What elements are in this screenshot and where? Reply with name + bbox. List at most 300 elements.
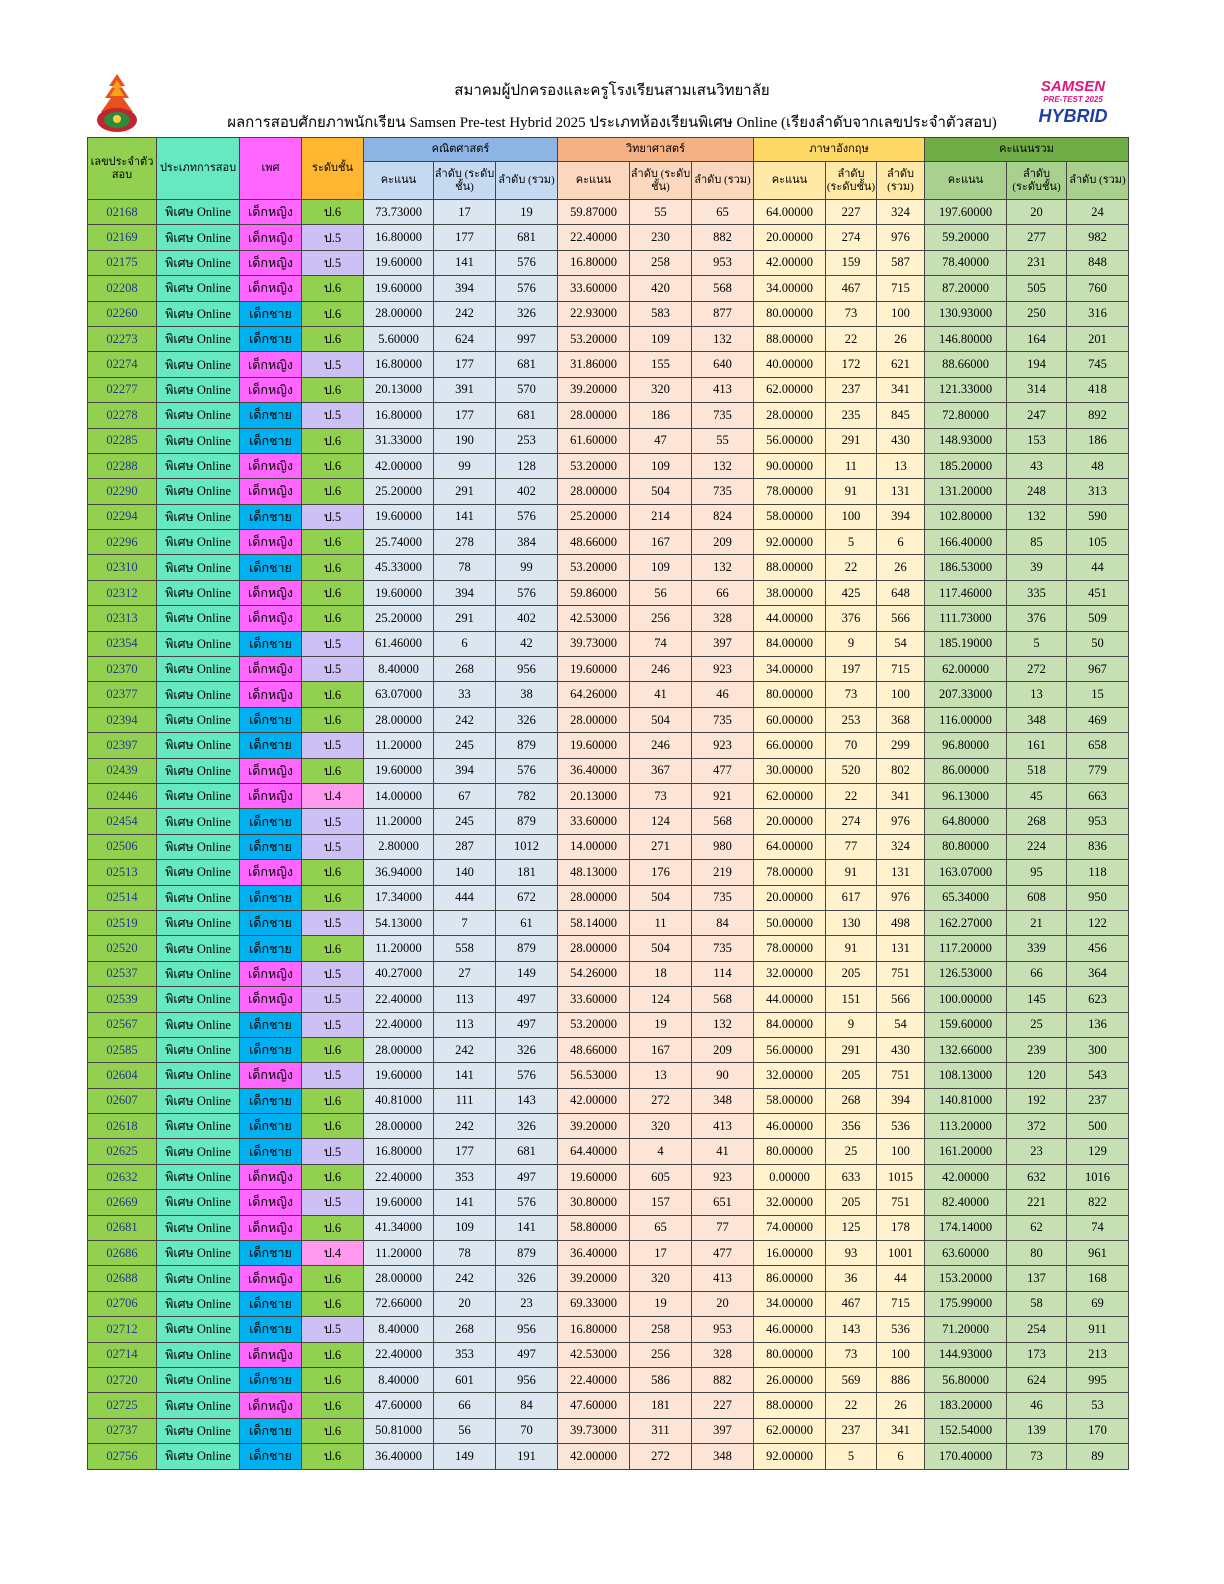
cell-total-score: 159.60000 [925, 1012, 1007, 1037]
table-row [88, 1190, 1129, 1215]
results-body [88, 200, 1129, 1470]
cell-math-rank-all: 326 [496, 301, 558, 326]
header-science: วิทยาศาสตร์ [558, 138, 754, 162]
cell-sci-score: 61.60000 [558, 428, 630, 453]
table-row [88, 428, 1129, 453]
table-row [88, 326, 1129, 351]
cell-eng-score: 56.00000 [754, 428, 826, 453]
cell-math-rank-level: 78 [434, 1241, 496, 1266]
cell-math-score: 20.13000 [364, 377, 434, 402]
cell-eng-rank-level: 237 [826, 1418, 877, 1443]
table-row [88, 987, 1129, 1012]
cell-math-score: 16.80000 [364, 352, 434, 377]
cell-total-score: 80.80000 [925, 834, 1007, 859]
cell-sci-rank-level: 367 [630, 758, 692, 783]
cell-sex: เด็กชาย [240, 631, 302, 656]
cell-math-rank-level: 242 [434, 1266, 496, 1291]
cell-level: ป.5 [302, 631, 364, 656]
cell-eng-rank-all: 648 [877, 580, 925, 605]
cell-eng-rank-all: 751 [877, 961, 925, 986]
cell-sci-rank-all: 568 [692, 809, 754, 834]
cell-math-rank-all: 570 [496, 377, 558, 402]
cell-sci-rank-all: 90 [692, 1063, 754, 1088]
cell-total-rank-all: 15 [1067, 682, 1129, 707]
cell-eng-rank-all: 715 [877, 276, 925, 301]
cell-sci-rank-all: 568 [692, 987, 754, 1012]
cell-id: 02446 [88, 783, 157, 808]
cell-math-rank-all: 681 [496, 1139, 558, 1164]
cell-eng-rank-level: 172 [826, 352, 877, 377]
cell-level: ป.5 [302, 352, 364, 377]
cell-id: 02669 [88, 1190, 157, 1215]
cell-math-score: 19.60000 [364, 276, 434, 301]
cell-math-rank-all: 497 [496, 1342, 558, 1367]
cell-sci-rank-level: 109 [630, 453, 692, 478]
cell-eng-rank-level: 91 [826, 479, 877, 504]
cell-math-rank-level: 278 [434, 530, 496, 555]
cell-level: ป.6 [302, 1418, 364, 1443]
cell-total-score: 131.20000 [925, 479, 1007, 504]
cell-eng-score: 42.00000 [754, 250, 826, 275]
cell-id: 02520 [88, 936, 157, 961]
cell-eng-rank-all: 6 [877, 1444, 925, 1469]
cell-sci-score: 42.00000 [558, 1444, 630, 1469]
cell-total-rank-all: 105 [1067, 530, 1129, 555]
cell-sci-score: 20.13000 [558, 783, 630, 808]
cell-eng-rank-all: 299 [877, 733, 925, 758]
cell-total-score: 146.80000 [925, 326, 1007, 351]
cell-total-score: 162.27000 [925, 910, 1007, 935]
cell-type: พิเศษ Online [157, 326, 240, 351]
cell-sci-rank-level: 176 [630, 860, 692, 885]
cell-total-rank-all: 469 [1067, 707, 1129, 732]
cell-eng-score: 88.00000 [754, 326, 826, 351]
cell-sci-rank-all: 882 [692, 1367, 754, 1392]
cell-total-rank-level: 272 [1007, 657, 1067, 682]
cell-eng-score: 80.00000 [754, 301, 826, 326]
header-type: ประเภทการสอบ [157, 138, 240, 200]
cell-sci-rank-all: 923 [692, 1164, 754, 1189]
cell-type: พิเศษ Online [157, 707, 240, 732]
cell-math-score: 28.00000 [364, 1114, 434, 1139]
cell-eng-rank-level: 617 [826, 885, 877, 910]
cell-level: ป.6 [302, 428, 364, 453]
cell-eng-rank-level: 467 [826, 276, 877, 301]
cell-sci-rank-level: 47 [630, 428, 692, 453]
table-row [88, 733, 1129, 758]
header-english: ภาษาอังกฤษ [754, 138, 925, 162]
cell-total-score: 42.00000 [925, 1164, 1007, 1189]
cell-type: พิเศษ Online [157, 758, 240, 783]
cell-id: 02706 [88, 1291, 157, 1316]
cell-level: ป.6 [302, 1088, 364, 1113]
cell-sex: เด็กชาย [240, 1012, 302, 1037]
cell-total-rank-level: 58 [1007, 1291, 1067, 1316]
cell-eng-score: 62.00000 [754, 1418, 826, 1443]
cell-total-rank-level: 145 [1007, 987, 1067, 1012]
cell-sex: เด็กหญิง [240, 606, 302, 631]
cell-math-rank-level: 177 [434, 403, 496, 428]
cell-math-rank-all: 497 [496, 987, 558, 1012]
cell-sci-score: 64.40000 [558, 1139, 630, 1164]
table-row [88, 479, 1129, 504]
cell-eng-rank-level: 633 [826, 1164, 877, 1189]
cell-total-score: 140.81000 [925, 1088, 1007, 1113]
cell-total-score: 87.20000 [925, 276, 1007, 301]
cell-eng-rank-all: 1001 [877, 1241, 925, 1266]
cell-sci-rank-level: 167 [630, 530, 692, 555]
cell-id: 02394 [88, 707, 157, 732]
cell-total-rank-all: 129 [1067, 1139, 1129, 1164]
table-row [88, 504, 1129, 529]
table-row [88, 682, 1129, 707]
cell-math-score: 16.80000 [364, 403, 434, 428]
cell-type: พิเศษ Online [157, 910, 240, 935]
cell-eng-score: 32.00000 [754, 1063, 826, 1088]
cell-math-rank-all: 497 [496, 1012, 558, 1037]
cell-level: ป.5 [302, 961, 364, 986]
subheader-english-score: คะแนน [754, 162, 826, 200]
cell-id: 02168 [88, 200, 157, 225]
cell-math-score: 41.34000 [364, 1215, 434, 1240]
cell-eng-score: 88.00000 [754, 555, 826, 580]
table-row [88, 809, 1129, 834]
cell-math-rank-level: 20 [434, 1291, 496, 1316]
cell-math-score: 2.80000 [364, 834, 434, 859]
cell-total-score: 197.60000 [925, 200, 1007, 225]
table-row [88, 936, 1129, 961]
cell-sci-score: 39.73000 [558, 1418, 630, 1443]
cell-math-rank-level: 113 [434, 987, 496, 1012]
cell-type: พิเศษ Online [157, 428, 240, 453]
cell-sci-rank-level: 256 [630, 1342, 692, 1367]
cell-total-score: 96.80000 [925, 733, 1007, 758]
table-row [88, 1114, 1129, 1139]
table-row [88, 1012, 1129, 1037]
cell-sci-score: 48.66000 [558, 530, 630, 555]
cell-math-score: 63.07000 [364, 682, 434, 707]
cell-eng-rank-level: 274 [826, 225, 877, 250]
table-row [88, 657, 1129, 682]
cell-id: 02681 [88, 1215, 157, 1240]
cell-total-rank-level: 23 [1007, 1139, 1067, 1164]
cell-math-rank-all: 61 [496, 910, 558, 935]
cell-level: ป.5 [302, 834, 364, 859]
cell-total-rank-level: 66 [1007, 961, 1067, 986]
cell-math-score: 19.60000 [364, 758, 434, 783]
cell-total-score: 185.20000 [925, 453, 1007, 478]
cell-eng-score: 84.00000 [754, 631, 826, 656]
cell-total-rank-level: 120 [1007, 1063, 1067, 1088]
cell-eng-rank-level: 5 [826, 530, 877, 555]
cell-math-rank-all: 879 [496, 733, 558, 758]
cell-total-rank-all: 24 [1067, 200, 1129, 225]
cell-eng-score: 90.00000 [754, 453, 826, 478]
cell-eng-score: 0.00000 [754, 1164, 826, 1189]
cell-id: 02688 [88, 1266, 157, 1291]
cell-eng-rank-level: 73 [826, 301, 877, 326]
cell-sci-rank-level: 320 [630, 1114, 692, 1139]
cell-eng-score: 78.00000 [754, 860, 826, 885]
subheader-math-score: คะแนน [364, 162, 434, 200]
cell-sci-rank-level: 504 [630, 885, 692, 910]
cell-eng-rank-level: 22 [826, 1393, 877, 1418]
cell-sci-score: 36.40000 [558, 1241, 630, 1266]
cell-math-rank-all: 84 [496, 1393, 558, 1418]
cell-sci-rank-level: 311 [630, 1418, 692, 1443]
cell-total-score: 86.00000 [925, 758, 1007, 783]
cell-sci-rank-all: 477 [692, 758, 754, 783]
cell-sci-rank-level: 157 [630, 1190, 692, 1215]
cell-math-rank-all: 1012 [496, 834, 558, 859]
cell-sex: เด็กหญิง [240, 530, 302, 555]
cell-total-score: 126.53000 [925, 961, 1007, 986]
cell-eng-rank-level: 22 [826, 783, 877, 808]
cell-eng-rank-level: 143 [826, 1317, 877, 1342]
cell-eng-score: 20.00000 [754, 225, 826, 250]
cell-eng-score: 46.00000 [754, 1114, 826, 1139]
cell-eng-rank-all: 976 [877, 885, 925, 910]
samsen-hybrid-logo [1038, 76, 1108, 128]
table-row [88, 1266, 1129, 1291]
cell-sex: เด็กหญิง [240, 1190, 302, 1215]
cell-eng-rank-all: 6 [877, 530, 925, 555]
cell-math-rank-level: 242 [434, 1037, 496, 1062]
cell-total-rank-all: 967 [1067, 657, 1129, 682]
cell-total-rank-all: 53 [1067, 1393, 1129, 1418]
cell-total-score: 152.54000 [925, 1418, 1007, 1443]
cell-sci-rank-all: 55 [692, 428, 754, 453]
cell-math-rank-all: 99 [496, 555, 558, 580]
cell-total-score: 102.80000 [925, 504, 1007, 529]
cell-eng-rank-all: 131 [877, 479, 925, 504]
cell-type: พิเศษ Online [157, 225, 240, 250]
cell-math-score: 14.00000 [364, 783, 434, 808]
cell-id: 02519 [88, 910, 157, 935]
cell-total-rank-all: 418 [1067, 377, 1129, 402]
cell-math-rank-all: 141 [496, 1215, 558, 1240]
cell-math-score: 47.60000 [364, 1393, 434, 1418]
cell-math-score: 19.60000 [364, 250, 434, 275]
cell-math-rank-level: 394 [434, 758, 496, 783]
cell-sci-score: 28.00000 [558, 885, 630, 910]
cell-sex: เด็กหญิง [240, 1215, 302, 1240]
cell-sex: เด็กชาย [240, 707, 302, 732]
cell-level: ป.6 [302, 276, 364, 301]
cell-id: 02260 [88, 301, 157, 326]
cell-sci-rank-all: 348 [692, 1444, 754, 1469]
cell-eng-rank-all: 715 [877, 1291, 925, 1316]
cell-id: 02686 [88, 1241, 157, 1266]
cell-math-score: 22.40000 [364, 1012, 434, 1037]
cell-type: พิเศษ Online [157, 783, 240, 808]
table-row [88, 758, 1129, 783]
cell-total-score: 153.20000 [925, 1266, 1007, 1291]
cell-sci-score: 39.20000 [558, 1266, 630, 1291]
cell-total-score: 78.40000 [925, 250, 1007, 275]
cell-eng-score: 40.00000 [754, 352, 826, 377]
cell-id: 02312 [88, 580, 157, 605]
cell-eng-rank-level: 376 [826, 606, 877, 631]
cell-id: 02513 [88, 860, 157, 885]
cell-eng-rank-level: 253 [826, 707, 877, 732]
cell-eng-rank-level: 274 [826, 809, 877, 834]
cell-sex: เด็กหญิง [240, 860, 302, 885]
cell-sci-score: 42.53000 [558, 606, 630, 631]
cell-id: 02585 [88, 1037, 157, 1062]
cell-math-score: 22.40000 [364, 1164, 434, 1189]
cell-sci-score: 53.20000 [558, 326, 630, 351]
cell-eng-score: 44.00000 [754, 987, 826, 1012]
cell-eng-rank-all: 100 [877, 682, 925, 707]
cell-math-rank-level: 177 [434, 352, 496, 377]
page-title: สมาคมผู้ปกครองและครูโรงเรียนสามเสนวิทยาลัย [454, 83, 770, 99]
cell-sci-rank-level: 65 [630, 1215, 692, 1240]
cell-eng-score: 62.00000 [754, 783, 826, 808]
cell-sci-score: 22.40000 [558, 225, 630, 250]
cell-eng-rank-all: 587 [877, 250, 925, 275]
cell-eng-rank-all: 26 [877, 555, 925, 580]
cell-math-score: 16.80000 [364, 225, 434, 250]
table-row [88, 301, 1129, 326]
cell-eng-rank-level: 36 [826, 1266, 877, 1291]
table-row [88, 1063, 1129, 1088]
cell-math-rank-level: 601 [434, 1367, 496, 1392]
cell-eng-score: 80.00000 [754, 682, 826, 707]
cell-level: ป.6 [302, 1444, 364, 1469]
cell-sci-score: 58.14000 [558, 910, 630, 935]
cell-total-rank-level: 95 [1007, 860, 1067, 885]
cell-sex: เด็กชาย [240, 301, 302, 326]
cell-eng-rank-all: 100 [877, 1139, 925, 1164]
cell-sex: เด็กชาย [240, 1418, 302, 1443]
cell-eng-rank-level: 25 [826, 1139, 877, 1164]
cell-sci-rank-all: 328 [692, 1342, 754, 1367]
cell-sci-score: 47.60000 [558, 1393, 630, 1418]
cell-sci-rank-level: 19 [630, 1012, 692, 1037]
cell-eng-score: 78.00000 [754, 479, 826, 504]
cell-math-score: 25.20000 [364, 479, 434, 504]
cell-total-score: 88.66000 [925, 352, 1007, 377]
cell-level: ป.6 [302, 580, 364, 605]
cell-total-rank-all: 118 [1067, 860, 1129, 885]
cell-eng-rank-all: 621 [877, 352, 925, 377]
cell-total-rank-level: 73 [1007, 1444, 1067, 1469]
cell-id: 02506 [88, 834, 157, 859]
table-row [88, 707, 1129, 732]
cell-eng-rank-level: 70 [826, 733, 877, 758]
table-row [88, 1164, 1129, 1189]
cell-total-score: 108.13000 [925, 1063, 1007, 1088]
cell-sex: เด็กชาย [240, 1291, 302, 1316]
cell-eng-rank-level: 425 [826, 580, 877, 605]
cell-total-score: 64.80000 [925, 809, 1007, 834]
cell-total-score: 207.33000 [925, 682, 1007, 707]
cell-sci-score: 33.60000 [558, 987, 630, 1012]
cell-sci-rank-all: 877 [692, 301, 754, 326]
cell-sci-score: 30.80000 [558, 1190, 630, 1215]
cell-type: พิเศษ Online [157, 606, 240, 631]
cell-id: 02725 [88, 1393, 157, 1418]
cell-sex: เด็กชาย [240, 555, 302, 580]
cell-total-rank-level: 376 [1007, 606, 1067, 631]
cell-math-score: 17.34000 [364, 885, 434, 910]
cell-eng-score: 38.00000 [754, 580, 826, 605]
cell-eng-rank-level: 569 [826, 1367, 877, 1392]
cell-level: ป.6 [302, 1367, 364, 1392]
cell-eng-rank-level: 100 [826, 504, 877, 529]
cell-total-rank-level: 80 [1007, 1241, 1067, 1266]
table-row [88, 1342, 1129, 1367]
cell-sci-rank-level: 256 [630, 606, 692, 631]
cell-sci-rank-level: 258 [630, 1317, 692, 1342]
cell-total-rank-level: 43 [1007, 453, 1067, 478]
cell-level: ป.6 [302, 1342, 364, 1367]
cell-sci-rank-all: 114 [692, 961, 754, 986]
cell-eng-rank-all: 430 [877, 1037, 925, 1062]
header-sex: เพศ [240, 138, 302, 200]
cell-type: พิเศษ Online [157, 1114, 240, 1139]
cell-sex: เด็กชาย [240, 504, 302, 529]
cell-math-rank-all: 681 [496, 225, 558, 250]
cell-type: พิเศษ Online [157, 250, 240, 275]
cell-total-rank-level: 335 [1007, 580, 1067, 605]
cell-eng-rank-level: 237 [826, 377, 877, 402]
cell-total-score: 59.20000 [925, 225, 1007, 250]
cell-total-rank-level: 132 [1007, 504, 1067, 529]
cell-total-rank-all: 911 [1067, 1317, 1129, 1342]
table-row [88, 276, 1129, 301]
cell-sci-score: 39.73000 [558, 631, 630, 656]
cell-math-rank-level: 242 [434, 1114, 496, 1139]
cell-eng-score: 64.00000 [754, 834, 826, 859]
cell-type: พิเศษ Online [157, 1063, 240, 1088]
cell-eng-rank-all: 394 [877, 504, 925, 529]
cell-eng-rank-level: 159 [826, 250, 877, 275]
cell-eng-rank-level: 91 [826, 860, 877, 885]
cell-eng-score: 80.00000 [754, 1139, 826, 1164]
table-row [88, 783, 1129, 808]
cell-type: พิเศษ Online [157, 961, 240, 986]
cell-math-rank-level: 6 [434, 631, 496, 656]
cell-total-rank-all: 500 [1067, 1114, 1129, 1139]
cell-sex: เด็กชาย [240, 1088, 302, 1113]
cell-eng-rank-level: 73 [826, 1342, 877, 1367]
cell-math-rank-level: 391 [434, 377, 496, 402]
cell-level: ป.5 [302, 1063, 364, 1088]
cell-total-rank-all: 961 [1067, 1241, 1129, 1266]
cell-id: 02607 [88, 1088, 157, 1113]
cell-id: 02296 [88, 530, 157, 555]
page-header [0, 72, 1224, 136]
cell-sci-rank-all: 477 [692, 1241, 754, 1266]
cell-total-rank-all: 760 [1067, 276, 1129, 301]
cell-eng-score: 62.00000 [754, 377, 826, 402]
cell-math-rank-all: 782 [496, 783, 558, 808]
cell-sci-rank-level: 272 [630, 1444, 692, 1469]
cell-total-score: 148.93000 [925, 428, 1007, 453]
cell-total-rank-all: 170 [1067, 1418, 1129, 1443]
cell-sci-rank-all: 921 [692, 783, 754, 808]
table-row [88, 961, 1129, 986]
cell-math-score: 36.94000 [364, 860, 434, 885]
cell-type: พิเศษ Online [157, 1367, 240, 1392]
cell-type: พิเศษ Online [157, 352, 240, 377]
cell-sex: เด็กหญิง [240, 453, 302, 478]
cell-sex: เด็กชาย [240, 910, 302, 935]
cell-id: 02377 [88, 682, 157, 707]
cell-math-rank-all: 879 [496, 1241, 558, 1266]
